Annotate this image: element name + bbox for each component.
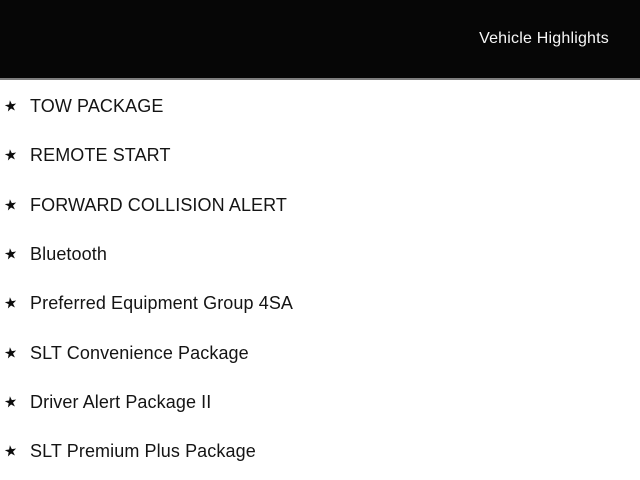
highlight-label: FORWARD COLLISION ALERT — [30, 194, 288, 215]
star-icon: ★ — [2, 441, 19, 462]
highlight-label: Driver Alert Package II — [30, 391, 212, 412]
header-bar — [0, 0, 640, 80]
star-icon: ★ — [2, 145, 19, 166]
highlights-list — [0, 80, 640, 476]
list-item — [0, 181, 640, 230]
highlight-label: Preferred Equipment Group 4SA — [30, 293, 294, 314]
list-item — [0, 230, 640, 279]
star-icon: ★ — [2, 392, 19, 412]
star-icon: ★ — [2, 96, 19, 117]
highlight-label: SLT Convenience Package — [30, 342, 249, 363]
star-icon: ★ — [2, 194, 19, 215]
list-item — [0, 279, 640, 328]
list-item — [0, 427, 640, 476]
list-item — [0, 131, 640, 180]
list-item — [0, 328, 640, 377]
star-icon: ★ — [2, 293, 19, 314]
highlight-label: TOW PACKAGE — [30, 96, 164, 117]
list-item — [0, 378, 640, 427]
page-title: Vehicle Highlights — [479, 30, 609, 47]
highlight-label: REMOTE START — [30, 145, 171, 166]
highlight-label: SLT Premium Plus Package — [30, 441, 256, 462]
star-icon: ★ — [2, 342, 19, 363]
highlight-label: Bluetooth — [30, 244, 107, 265]
star-icon: ★ — [2, 244, 19, 264]
list-item — [0, 82, 640, 131]
